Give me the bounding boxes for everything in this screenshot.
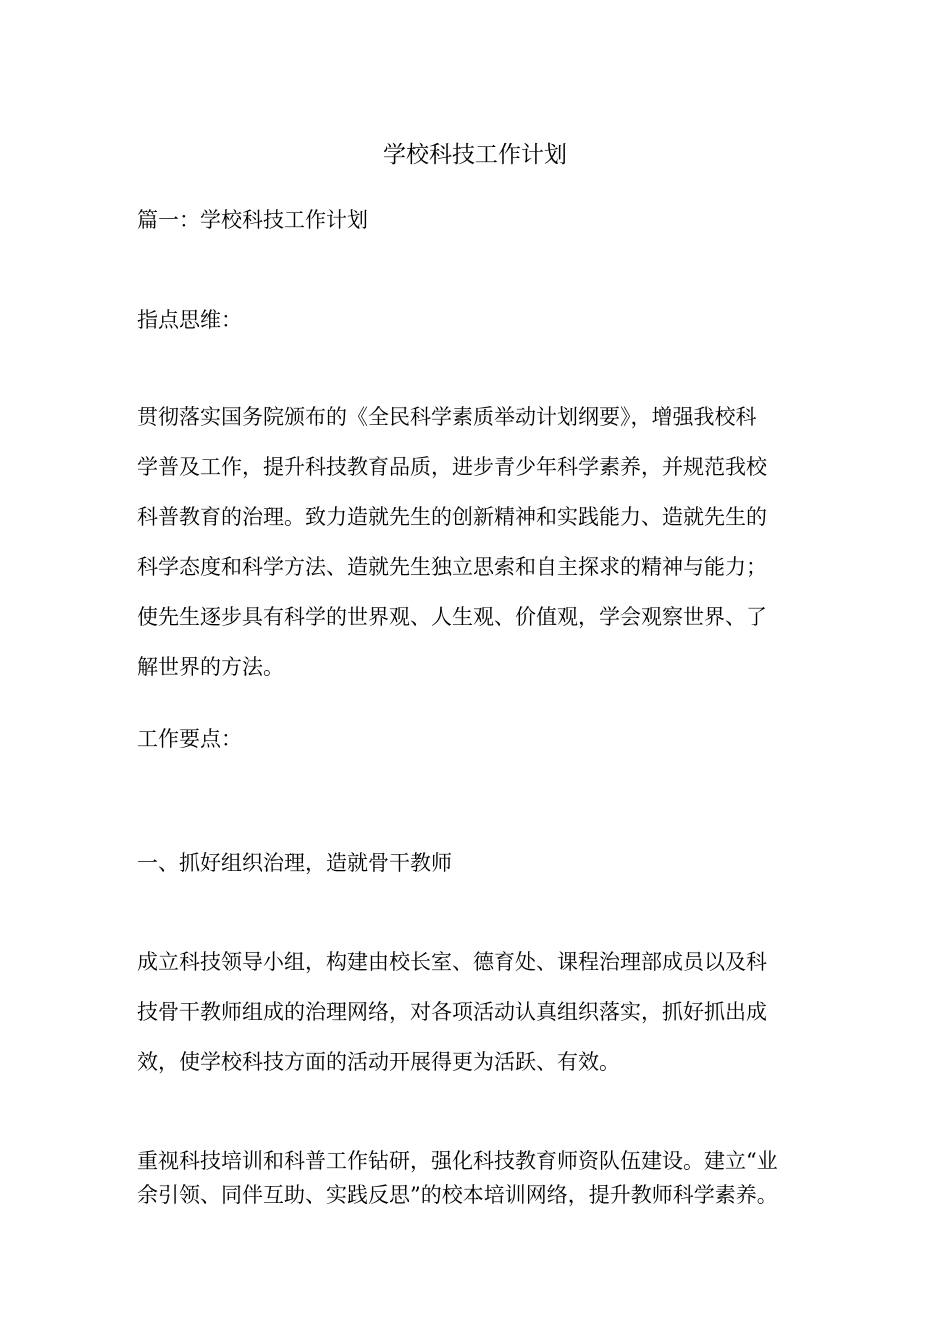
work-points-label: 工作要点： — [137, 727, 242, 751]
document-title: 学校科技工作计划 — [383, 142, 567, 168]
paragraph-line: 解世界的方法。 — [137, 655, 284, 679]
paragraph-line: 效，使学校科技方面的活动开展得更为活跃、有效。 — [137, 1050, 620, 1074]
point-one-paragraph — [137, 937, 827, 1087]
paragraph-line: 技骨干教师组成的治理网络，对各项活动认真组织落实，抓好抓出成 — [137, 1000, 767, 1024]
section-heading: 篇一：学校科技工作计划 — [137, 208, 368, 232]
paragraph-line: 科普教育的治理。致力造就先生的创新精神和实践能力、造就先生的 — [137, 505, 767, 529]
paragraph-line: 科学态度和科学方法、造就先生独立思索和自主探求的精神与能力； — [137, 555, 767, 579]
paragraph-line: 成立科技领导小组，构建由校长室、德育处、课程治理部成员以及科 — [137, 950, 767, 974]
point-one-heading: 一、抓好组织治理，造就骨干教师 — [137, 851, 452, 875]
paragraph-line: 余引领、同伴互助、实践反思”的校本培训网络，提升教师科学素养。 — [137, 1183, 778, 1207]
paragraph-line: 贯彻落实国务院颁布的《全民科学素质举动计划纲要》，增强我校科 — [137, 405, 757, 429]
training-paragraph — [137, 1144, 827, 1212]
paragraph-line: 使先生逐步具有科学的世界观、人生观、价值观，学会观察世界、了 — [137, 605, 767, 629]
guiding-paragraph — [137, 392, 827, 692]
guiding-label: 指点思维： — [137, 308, 242, 332]
paragraph-line: 重视科技培训和科普工作钻研，强化科技教育师资队伍建设。建立“业 — [137, 1149, 778, 1173]
paragraph-line: 学普及工作，提升科技教育品质，进步青少年科学素养，并规范我校 — [137, 455, 767, 479]
